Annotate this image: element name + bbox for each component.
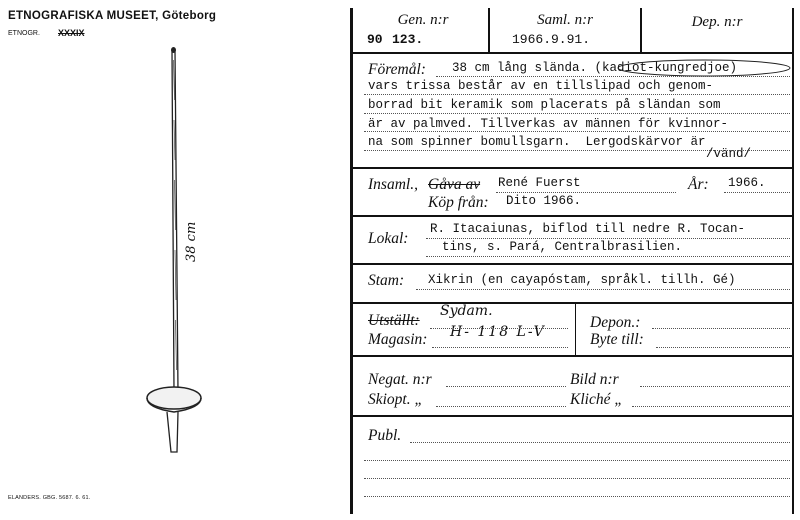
publ-rule-2 xyxy=(364,460,790,461)
magasin-value: H- 118 L-V xyxy=(450,324,546,340)
dep-nr-label: Dep. n:r xyxy=(691,14,743,30)
bild-label: Bild n:r xyxy=(570,371,619,388)
byte-label: Byte till: xyxy=(590,331,644,348)
kliche-rule xyxy=(632,406,790,407)
foremal-rule-4 xyxy=(364,131,790,132)
foremal-circle-mark xyxy=(616,59,792,77)
foremal-line-4: är av palmved. Tillverkas av männen för kvinnor- xyxy=(368,117,729,131)
insaml-label: Insaml., xyxy=(368,176,418,193)
museum-title: ETNOGRAFISKA MUSEET, Göteborg xyxy=(8,10,217,22)
storage-divider xyxy=(575,303,576,355)
kop-label: Köp från: xyxy=(428,194,489,211)
foremal-line-1: 38 cm lång slända. (kadiot-kungredjoe) xyxy=(452,61,738,75)
spindle-tip xyxy=(171,47,176,53)
foremal-line-5: na som spinner bomullsgarn. Lergodskärvor är xyxy=(368,135,706,149)
insaml-bottom-rule xyxy=(352,215,794,217)
foremal-rule-3 xyxy=(364,113,790,114)
spindle-shaft-lower xyxy=(167,412,178,452)
etnogr-label: ETNOGR. xyxy=(8,30,40,37)
foremal-line-3: borrad bit keramik som placerats på sländan som xyxy=(368,98,721,112)
ar-label: År: xyxy=(688,176,709,193)
utstallt-rule xyxy=(430,328,568,329)
insaml-rule xyxy=(496,192,676,193)
photo-bottom-rule xyxy=(352,415,794,417)
gava-struck: Gåva av xyxy=(428,176,481,193)
stam-bottom-rule xyxy=(352,302,794,304)
bild-rule xyxy=(640,386,790,387)
skiopt-rule xyxy=(436,406,566,407)
negat-label: Negat. n:r xyxy=(368,371,432,388)
etnogr-struck-number: XXXIX xyxy=(58,28,85,38)
gen-nr-label: Gen. n:r xyxy=(397,12,449,28)
byte-rule xyxy=(656,347,790,348)
stam-rule xyxy=(416,289,790,290)
kliche-label: Kliché „ xyxy=(570,391,623,408)
insaml-value: René Fuerst xyxy=(498,176,581,190)
saml-nr-label: Saml. n:r xyxy=(537,12,593,28)
foremal-rule-1 xyxy=(436,76,790,77)
ar-value: 1966. xyxy=(728,176,766,190)
lokal-line-2: tins, s. Pará, Centralbrasilien. xyxy=(442,240,683,254)
utstallt-value: Sydam. xyxy=(440,303,493,319)
lokal-rule-1 xyxy=(426,238,790,239)
publ-rule-4 xyxy=(364,496,790,497)
storage-bottom-rule xyxy=(352,355,794,357)
header-bottom-rule xyxy=(352,52,794,54)
publ-rule-3 xyxy=(364,478,790,479)
negat-rule xyxy=(446,386,566,387)
lokal-bottom-rule xyxy=(352,263,794,265)
gen-nr-prefix: 90 xyxy=(367,32,383,47)
foremal-rule-5 xyxy=(364,150,790,151)
skiopt-label: Skiopt. „ xyxy=(368,391,424,408)
magasin-label: Magasin: xyxy=(368,331,428,348)
lokal-rule-2 xyxy=(426,256,790,257)
card-left-border xyxy=(350,8,353,514)
lokal-line-1: R. Itacaiunas, biflod till nedre R. Tocan- xyxy=(430,222,746,236)
stam-value: Xikrin (en cayapóstam, språkl. tillh. Gé) xyxy=(428,273,736,287)
utstallt-label: Utställt: xyxy=(368,312,420,329)
spindle-illustration xyxy=(120,40,230,460)
publ-label: Publ. xyxy=(368,427,402,444)
publ-rule-1 xyxy=(410,442,790,443)
foremal-bottom-rule xyxy=(352,167,794,169)
foremal-label: Föremål: xyxy=(368,61,426,78)
gen-nr-value: 123. xyxy=(392,32,424,47)
foremal-rule-2 xyxy=(364,94,790,95)
stam-label: Stam: xyxy=(368,272,405,289)
lokal-label: Lokal: xyxy=(368,230,409,247)
depon-rule xyxy=(652,328,790,329)
ar-rule xyxy=(724,192,790,193)
card-right-border xyxy=(792,8,794,514)
vand-note: /vänd/ xyxy=(706,147,752,161)
foremal-line-2: vars trissa består av en tillslipad och genom- xyxy=(368,79,714,93)
printer-imprint: ELANDERS. GBG. 5687. 6. 61. xyxy=(8,495,91,501)
length-note: 38 cm xyxy=(184,221,199,262)
spindle-whorl xyxy=(147,387,201,409)
kop-value: Dito 1966. xyxy=(506,194,582,208)
depon-label: Depon.: xyxy=(590,314,641,331)
saml-nr-value: 1966.9.91. xyxy=(512,32,591,47)
magasin-rule xyxy=(432,347,568,348)
